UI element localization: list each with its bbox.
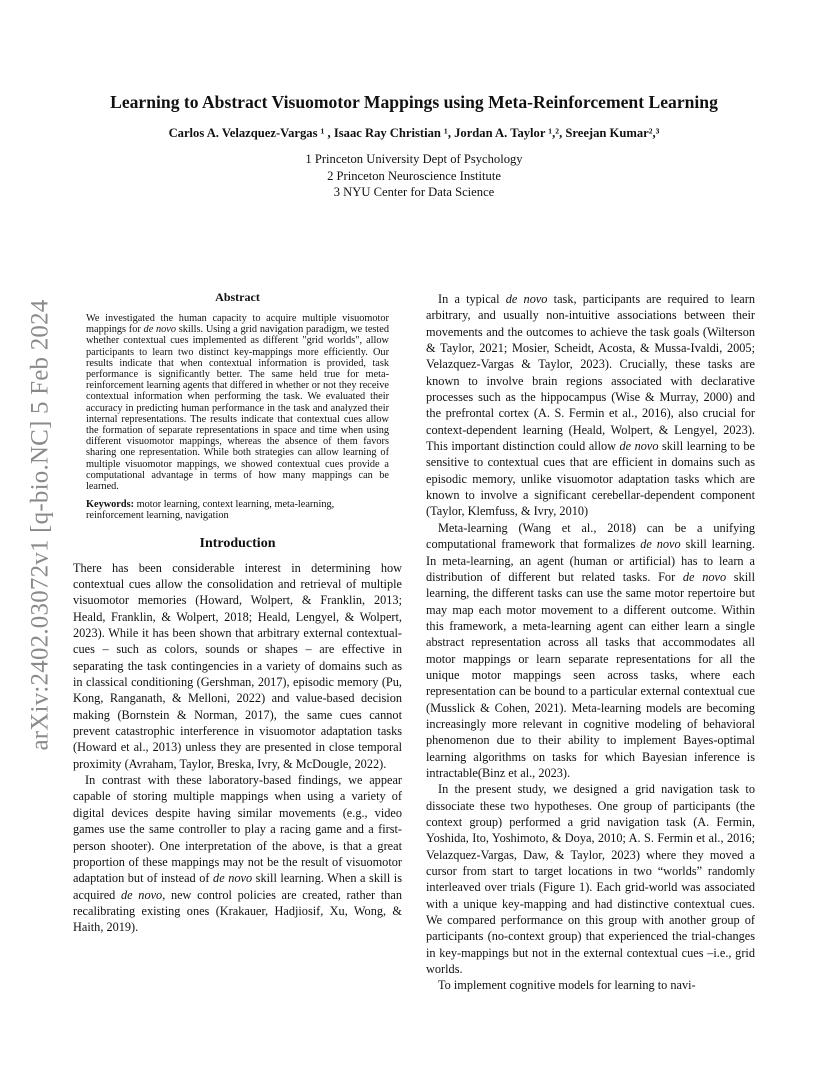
abstract-heading: Abstract	[215, 290, 260, 304]
paragraph-italic: de novo	[121, 887, 163, 902]
author-list: Carlos A. Velazquez-Vargas ¹ , Isaac Ray Christian ¹, Jordan A. Taylor ¹,², Sreejan Kumar²,³	[168, 126, 660, 140]
affiliation-2: 2 Princeton Neuroscience Institute	[327, 168, 501, 183]
abstract-italic: de novo	[143, 324, 177, 336]
affiliations	[60, 151, 768, 201]
paragraph-part: In a typical	[438, 292, 506, 306]
paragraph-part: , new control policies are created, rather than recalibrating existing ones (Krakauer, Hadjiosif, Xu, Wong, & Haith, 2019).	[73, 887, 402, 935]
paragraph-italic: de novo	[682, 569, 727, 584]
abstract-part: skills. Using a grid navigation paradigm, we tested whether contextual cues implemented as different "grid worlds", allow participants to learn two distinct key-mappings more efficiently. Our results indicate that when contextual information is provided, task performance is significantly better. The same held true for meta-reinforcement learning agents that differed in whether or not they receive contextual information when performing the task. We evaluated their accuracy in predicting human performance in the task and analyzed their internal representations. The results indicate that contextual cues allow the formation of separate representations in space and time when using different visuomotor mappings, whereas the absence of them favors sharing one representation. While both strategies can allow learning of multiple visuomotor mappings, we showed contextual cues provide a computational advantage in terms of how many mappings can be learned.	[86, 324, 390, 493]
paragraph-italic: de novo	[619, 439, 659, 454]
paragraph-part: task, participants are required to learn arbitrary, and usually non-intuitive associations between their movements and the outcomes to achieve the task goals (Wilterson & Taylor, 2021; Mosier, Scheidt, Acosta, & Mussa-Ivaldi, 2005; Velazquez-Vargas & Taylor, 2023). Crucially, these tasks are known to involve brain regions associated with declarative processes such as the hippocampus (Wise & Murray, 2000) and the prefrontal cortex (A. S. Fermin et al., 2016), also crucial for context-dependent learning (Heald, Wolpert, & Lengyel, 2023). This important distinction could allow	[426, 292, 756, 454]
keywords-text: motor learning, context learning, meta-learning, reinforcement learning, navigation	[86, 499, 335, 522]
intro-paragraph-1: There has been considerable interest in determining how contextual cues allow the consolidation and retrieval of multiple visuomotor memories (Howard, Wolpert, & Franklin, 2013; Heald, Franklin, & Wolpert, 2018; Heald, Lengyel, & Wolpert, 2023). While it has been shown that arbitrary external contextual-cues – such as colors, sounds or shapes – are effective in separating the task contingencies in a variety of domains such as in classical conditioning (Gershman, 2017), episodic memory (Pu, Kong, Ranganath, & Melloni, 2022) and value-based decision making (Bornstein & Norman, 2017), the same cues cannot prevent catastrophic interference in visuomotor adaptation tasks (Howard et al., 2013) unless they are presented in close temporal proximity (Avraham, Taylor, Breska, Ivry, & McDougle, 2022).	[73, 560, 402, 771]
paragraph-part: skill learning. In meta-learning, an agent (human or artificial) has to learn a distribution of different but related tasks. For	[426, 537, 756, 584]
affiliation-3: 3 NYU Center for Data Science	[333, 185, 495, 199]
intro-paragraph-5: In the present study, we designed a grid navigation task to dissociate these two hypotheses. One group of participants (the context group) performed a grid navigation task (A. Fermin, Yoshida, Ito, Yoshimoto, & Doya, 2010; A. S. Fermin et al., 2016; Velazquez-Vargas, Daw, & Taylor, 2023) where they moved a cursor from start to target locations in two “worlds” randomly interleaved over trials (Figure 1). Each grid-world was associated with a unique key-mapping and had distinctive contextual cues. We compared performance on this group with another group of participants (no-context group) that experienced the trial-changes in key-mappings but not in the external contextual cues –i.e., grid worlds.	[426, 782, 755, 977]
arxiv-stamp-text: arXiv:2402.03072v1 [q-bio.NC] 5 Feb 2024	[27, 299, 54, 751]
abstract-part: We investigated the human capacity to acquire multiple visuomotor mappings for	[86, 313, 389, 336]
paragraph-italic: de novo	[505, 292, 548, 306]
paragraph-part: skill learning to be sensitive to contextual cues that are efficient in domains such as episodic memory, unlike visuomotor adaptation tasks which are known to involve a significant cerebellar-dependent component (Taylor, Klemfuss, & Ivry, 2010)	[426, 439, 755, 519]
paragraph-italic: de novo	[640, 537, 681, 552]
left-column	[73, 290, 402, 936]
arxiv-stamp	[22, 275, 60, 775]
paragraph-part: Meta-learning (Wang et al., 2018) can be a unifying computational framework that formalizes	[426, 520, 755, 552]
keywords-label: Keywords:	[86, 499, 135, 511]
paper-title: Learning to Abstract Visuomotor Mappings using Meta-Reinforcement Learning	[110, 92, 718, 112]
abstract-text	[86, 313, 389, 492]
keywords	[86, 499, 389, 521]
introduction-heading: Introduction	[199, 535, 276, 551]
intro-paragraph-3	[426, 291, 755, 520]
paragraph-italic: de novo	[213, 871, 253, 886]
intro-paragraph-4	[426, 520, 755, 782]
paragraph-part: skill learning, the different tasks can use the same motor repertoire but may map each motor movement to a different outcome. Within this framework, a meta-learning agent can either learn a single abstract representation across all tasks that accommodates all motor mappings or learn separate representations for all the unique motor mappings seen across tasks, where each representation can be bound to a particular external contextual cue (Musslick & Cohen, 2021). Meta-learning models are becoming increasingly more relevant in cognitive modeling of behavioral phenomenon due to their ability to implement Bayes-optimal learning algorithms on tasks for which Bayesian inference is intractable(Binz et al., 2023).	[426, 569, 755, 780]
intro-paragraph-2	[73, 772, 402, 935]
affiliation-1: 1 Princeton University Dept of Psychology	[305, 152, 523, 166]
paragraph-part: skill learning. When a skill is acquired	[73, 871, 402, 902]
right-column	[426, 291, 755, 994]
intro-paragraph-6: To implement cognitive models for learning to navi-	[438, 978, 696, 993]
paragraph-part: In contrast with these laboratory-based findings, we appear capable of storing multiple mappings when using a variety of digital devices despite having similar movements (e.g., video games use the same controller to play a racing game and a first-person shooter). One interpretation of the above, is that a great proportion of these mappings may not be the result of visuomotor adaptation but of instead of	[73, 773, 402, 886]
